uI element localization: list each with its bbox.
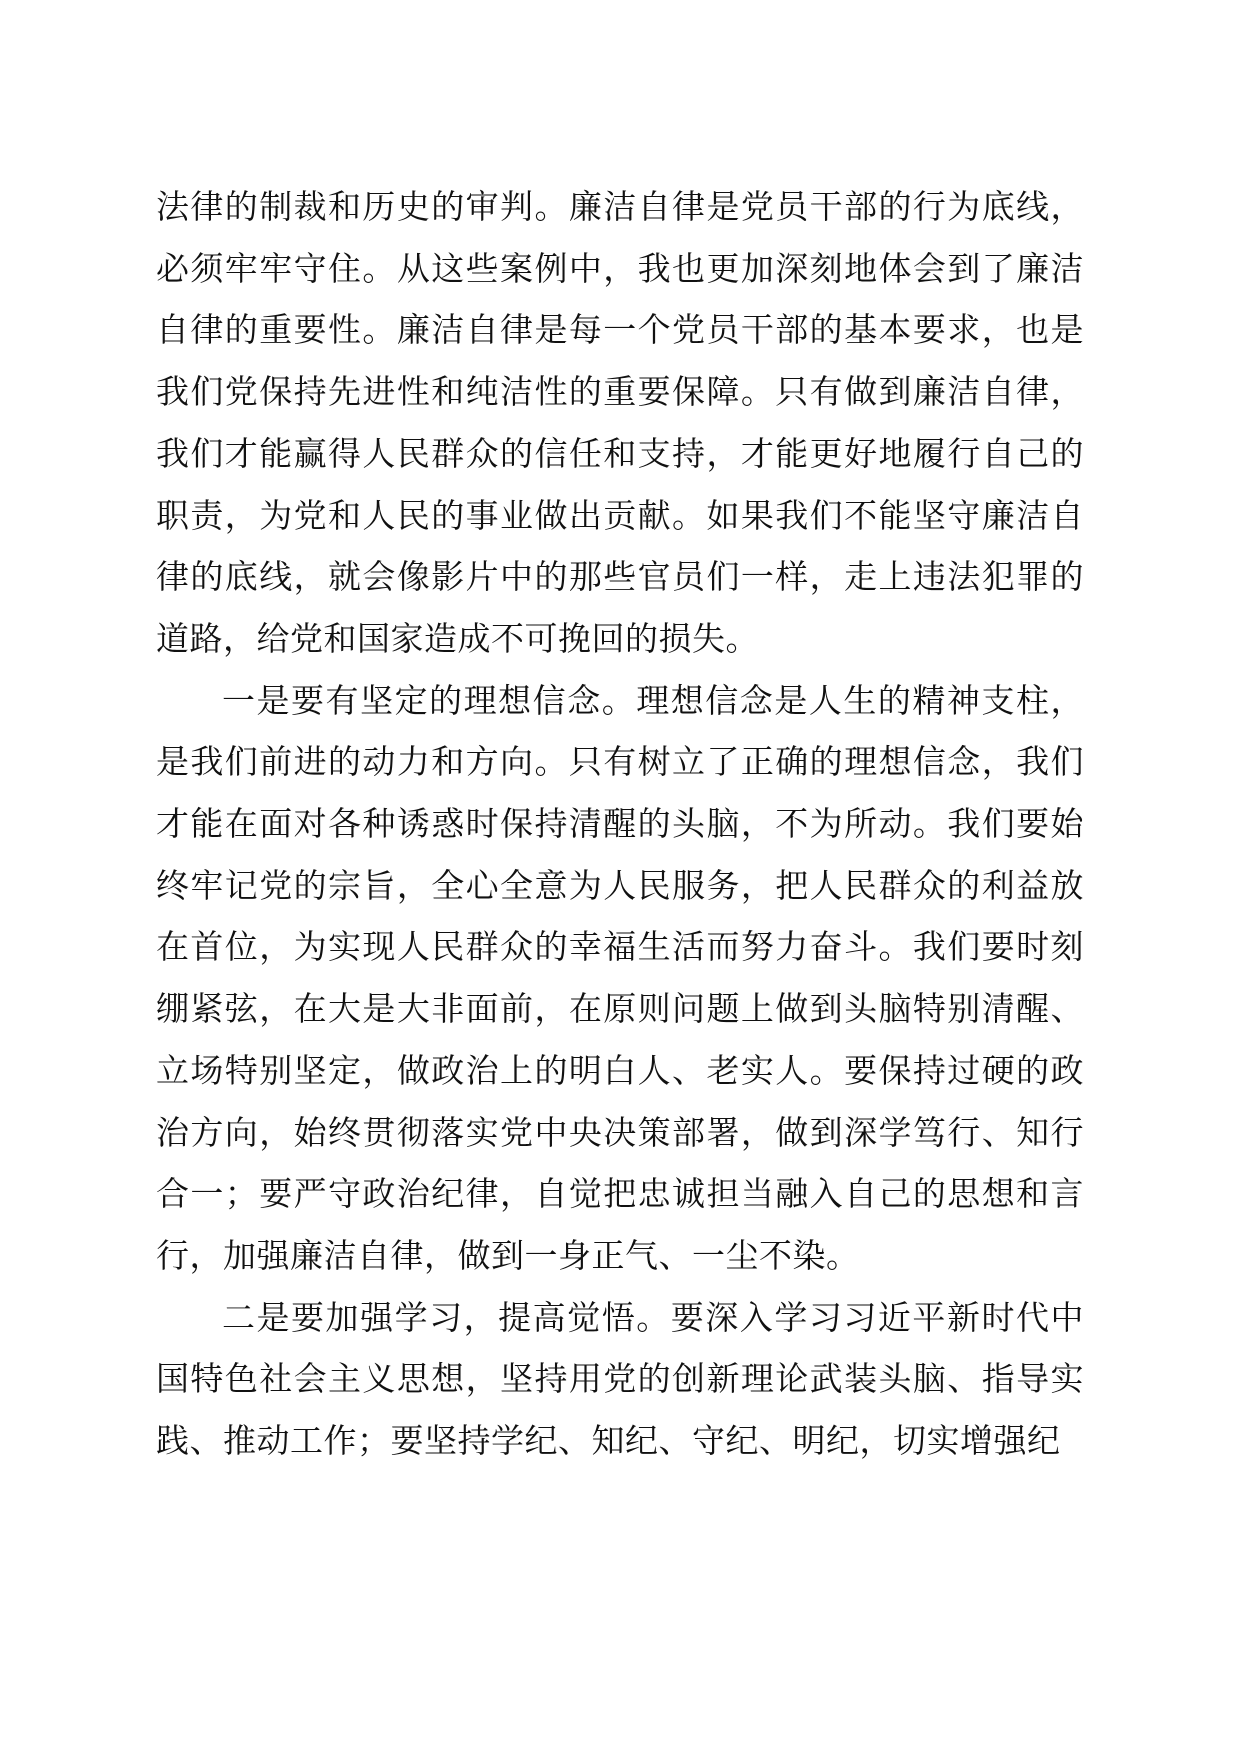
paragraph-study-and-awareness: 二是要加强学习，提高觉悟。要深入学习习近平新时代中国特色社会主义思想，坚持用党的创新理论武装头脑、指导实践、推动工作；要坚持学纪、知纪、守纪、明纪，切实增强纪 [156,1297,1084,1461]
document-body [156,176,1084,1472]
paragraph-ideals-and-beliefs: 一是要有坚定的理想信念。理想信念是人生的精神支柱，是我们前进的动力和方向。只有树立了正确的理想信念，我们才能在面对各种诱惑时保持清醒的头脑，不为所动。我们要始终牢记党的宗旨，全心全意为人民服务，把人民群众的利益放在首位，为实现人民群众的幸福生活而努力奋斗。我们要时刻绷紧弦，在大是大非面前，在原则问题上做到头脑特别清醒、立场特别坚定，做政治上的明白人、老实人。要保持过硬的政治方向，始终贯彻落实党中央决策部署，做到深学笃行、知行合一；要严守政治纪律，自觉把忠诚担当融入自己的思想和言行，加强廉洁自律，做到一身正气、一尘不染。 [156,680,1084,1275]
paragraph-continuation: 法律的制裁和历史的审判。廉洁自律是党员干部的行为底线，必须牢牢守住。从这些案例中，我也更加深刻地体会到了廉洁自律的重要性。廉洁自律是每一个党员干部的基本要求，也是我们党保持先进性和纯洁性的重要保障。只有做到廉洁自律，我们才能赢得人民群众的信任和支持，才能更好地履行自己的职责，为党和人民的事业做出贡献。如果我们不能坚守廉洁自律的底线，就会像影片中的那些官员们一样，走上违法犯罪的道路，给党和国家造成不可挽回的损失。 [156,187,1084,658]
